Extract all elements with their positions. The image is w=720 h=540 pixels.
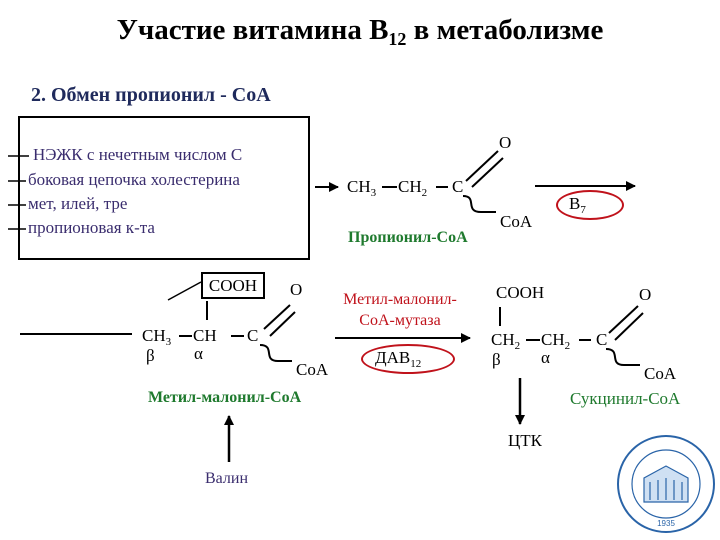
methylmalonyl-c: C — [247, 326, 259, 345]
source-item: боковая цепочка холестерина — [28, 170, 240, 189]
methylmalonyl-beta: β — [146, 346, 155, 365]
source-dashes — [8, 156, 29, 229]
propionyl-coa: CoA — [500, 212, 533, 231]
succinyl-ch2-alpha: $CH_2$ — [541, 330, 571, 352]
methylmalonyl-coa-name: Метил-малонил-CoA — [148, 389, 302, 406]
succinyl-coa: CoA — [644, 364, 677, 383]
succinyl-c: C — [596, 330, 608, 349]
propionyl-o: O — [499, 133, 512, 152]
succinyl-ch2-beta: $CH_2$ — [491, 330, 521, 352]
source-item: пропионовая к-та — [28, 218, 155, 237]
succinyl-o: O — [639, 285, 652, 304]
b7-oval — [556, 190, 624, 220]
svg-text:1935: 1935 — [657, 519, 675, 528]
methylmalonyl-ch3: $CH_3$ — [142, 326, 172, 348]
succinyl-beta: β — [492, 350, 501, 369]
section-heading: 2. Обмен пропионил - CoA — [31, 84, 271, 106]
university-seal — [618, 436, 714, 532]
propionyl-ch2: $CH_2$ — [398, 177, 428, 199]
source-item: НЭЖК с нечетным числом С — [33, 145, 243, 164]
source-item: мет, илей, тре — [28, 194, 128, 213]
methylmalonyl-coa: CoA — [296, 360, 329, 379]
enzyme-name-line1: Метил-малонил- — [343, 291, 457, 308]
cofactor-label: $ДАВ_{12}$ — [375, 348, 422, 370]
succinyl-alpha: α — [541, 348, 550, 367]
page-title: Участие витамина $B_{12}$ в метаболизме — [116, 14, 604, 49]
valine-label: Валин — [205, 470, 249, 487]
methylmalonyl-ch: CH — [193, 326, 217, 345]
succinyl-coa-name: Сукцинил-CoA — [570, 389, 681, 408]
tca-label: ЦТК — [508, 431, 542, 450]
succinyl-cooh: COOH — [496, 283, 545, 302]
b7-label: $B_7$ — [569, 194, 586, 216]
methylmalonyl-alpha: α — [194, 344, 203, 363]
propionyl-c: C — [452, 177, 464, 196]
methylmalonyl-cooh: COOH — [201, 272, 265, 299]
methylmalonyl-o: O — [290, 280, 303, 299]
propionyl-ch3: $CH_3$ — [347, 177, 377, 199]
enzyme-name-line2: CoA-мутаза — [359, 312, 441, 329]
propionyl-coa-name: Пропионил-CoA — [348, 229, 468, 246]
